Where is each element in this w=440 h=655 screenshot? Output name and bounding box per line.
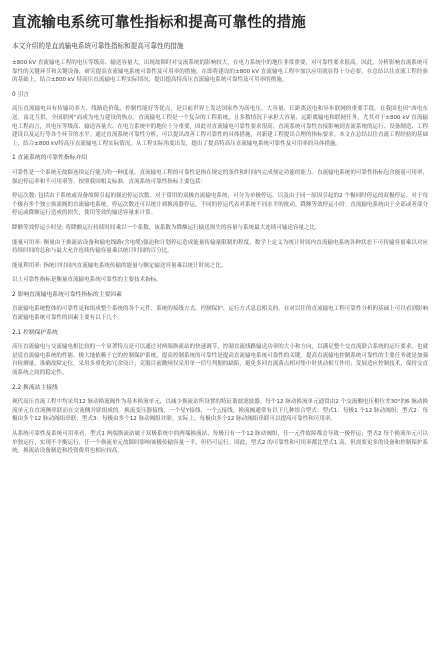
- section-heading: 0 引言: [12, 91, 30, 98]
- page-title: 直流输电系统可靠性指标和提高可靠性的措施: [12, 15, 306, 31]
- paragraph: 高压直流输电具有传输功率大、线路造价低、控制性能好等优点，是目前世界上发达国家作为高电压、大容量、长距离送电和异步联网的重要手段。在我国也因“西电东送、南北互供、全国联网”而成为电力建设的热点。直流输电工程是一个复杂的工程系统，且多数情况下承担大容量、远距离输电和联网任务，尤其对于±800 kV 直流输电工程而言，其电压等级高、输送容量大、在电力系统中的地位十分重要，因此对直流输电可靠性要求很高。直流系统可靠性直接影响到直流系统的运行、设备制造、工程建设以及运行等各个环节的水平。通过直流系统可靠性分析，可以提出改善工程可靠性的具体措施，对新建工程提出合理的指标要求。本文在总结以往直流工程经验的基础上，结合±800 kV特高压直流输电工程实际情况，从工程实际角度出发，提出了提高特高压直流输电系统可靠性及可用率的具体措施。: [12, 106, 428, 147]
- document-body: [12, 59, 428, 655]
- paragraph: 停运次数: 包括由于系统或设备故障引起的强迫停运次数、对于常用的双极直流输电系统，可分为单极停运、以及由于同一原因引起的2 个极同时停运的双极停运。对于每个极有多个独立换流阀的直流输电系统，停运次数还可以统计到换流器停运，不同的停运代表对系统不同水平的扰动。降额等效停运小时：直流输电系统由于全部或者部分停运或降额运行造成的损失，使用等效的输送容量来计算。: [12, 193, 428, 217]
- paragraph: 高压直流输电与交流输电相比较的一个显著特点是可以通过对两端换流站的快速调节，控制直流线路输送功率的大小和方向，以满足整个交直流联合系统的运行要求。也就是说直流输电系统的性能、极大地依赖于它的控制保护系统，提高控制系统的可靠性是提高直流输电系统可靠性的关键。提高直流输电控制系统可靠性的主要任务就是加强自检测量、准确故障定位，采用多重化和冗余设计；克服目前跳闸仅采用单一信号判据的缺陷，避免多回直流落点相对集中时扰动相互作用；发展适应控制技术，保持交直流系统之间的稳定性。: [12, 344, 428, 377]
- section-heading: 2 影响直流输电系统可靠性指标的主要因素: [12, 291, 122, 298]
- paragraph: 能量可用率: 衡量由于换流站设备和输电线路(含电缆)强迫和计划停运造成能量传输量限制的程度，数学上定义为统计时间内直流输电系统各种状态下可传输容量乘以对应持续时间的总和与最大允许连续传输容量乘以统计时间的百分比。: [12, 239, 428, 255]
- paragraph: 以上可靠性指标是衡量直流输电系统可靠性的主要技术指标。: [12, 277, 162, 284]
- section-heading: 2.1 控制保护系统: [12, 329, 58, 336]
- paragraph: 直流输电系统整体的可靠性是和组成整个系统的各个元件、系统的接线方式、控制保护、运行方式息息相关的。在对以往的直流输电工程可靠性分析的基础上可以看到影响直流输电系统可靠性的因素主要有以下几个。: [12, 306, 428, 322]
- paragraph: 降额等效停运小时是: 将降额运行持续时间乘以一个系数，该系数为降额运行输送损失的容量与系统最大连续可输送容量之比。: [12, 224, 321, 231]
- paragraph: 现代高压直流工程中均采用12 脉动换流阀作为基本换流单元，以减少换流站所设置的特征谐波滤波器。每个12 脉动换流单元通常由2 个交流侧电压相位差30°的6 脉动换流单元在直流侧串联而在交流侧并联组成的。换流变压器接线，一个星Y接线、一个△接线，换流阀通常有以下几种组合型式：型式1：每极1 个12 脉动阀组；型式2：每极由多个12 脉动阀组串联；型式3：每极由多个12 脉动阀组并联。实际上，每极由多个12 脉动阀组串联可以提高可靠性和可用率。: [12, 399, 428, 423]
- paragraph: 可靠性是一个系统无故障连续运行能力的一种度量。直流输电工程的可靠性是指在规定的条件和时间内完成预定功能的能力。直流输电系统的可靠性指标包含能量可用率、强迫停运率和不可用率等。按照我国相关标准，直流系统可靠性指标主要包括：: [12, 169, 428, 185]
- paragraph: ±800 kV 直流输电工程的电压等级高、输送容量大，出现故障时对交流系统的影响较大，在电力系统中的地位非常重要，对可靠性要求很高。因此，分析影响直流系统可靠性的关键环节和关键设备，研究提高直流输电系统可靠性及可用率的措施，在即将建设的±800 kV 直流输电工程中加以应用就显得十分必要。在总结以往直流工程经验的基础上，结合±800 kV 特高压直流输电工程实际情况，提出提高特高压直流输电系统可靠性及可用率的措施。: [12, 60, 428, 84]
- page-subtitle: 本文介绍的是直流输电系统可靠性指标和提高可靠性的措施: [12, 42, 184, 50]
- section-heading: 2.2 换流站主接线: [12, 384, 58, 391]
- paragraph: 从系统可靠性及系统可用率看，型式1 两端换流站属于双极系统中的两端换流站，每极只有一个12 脉动阀组，任一元件故障都会导致一极停运；型式2 每个换流单元可以单独运行，实现不平衡运行，任一个换流单元故障时影响该极传输容量一半，但仍可运行。因此，型式2 的可靠性和可用率都比型式1 高，但需要更多的设备和控制保护系统。换流站设备制造和投资费用也相应较高。: [12, 431, 428, 455]
- paragraph: 能量利用率: 指统计时间内直流输电系统传输的能量与额定输送容量乘以统计时间之比。: [12, 262, 227, 269]
- section-heading: 1 直流系统的可靠性指标介绍: [12, 155, 88, 162]
